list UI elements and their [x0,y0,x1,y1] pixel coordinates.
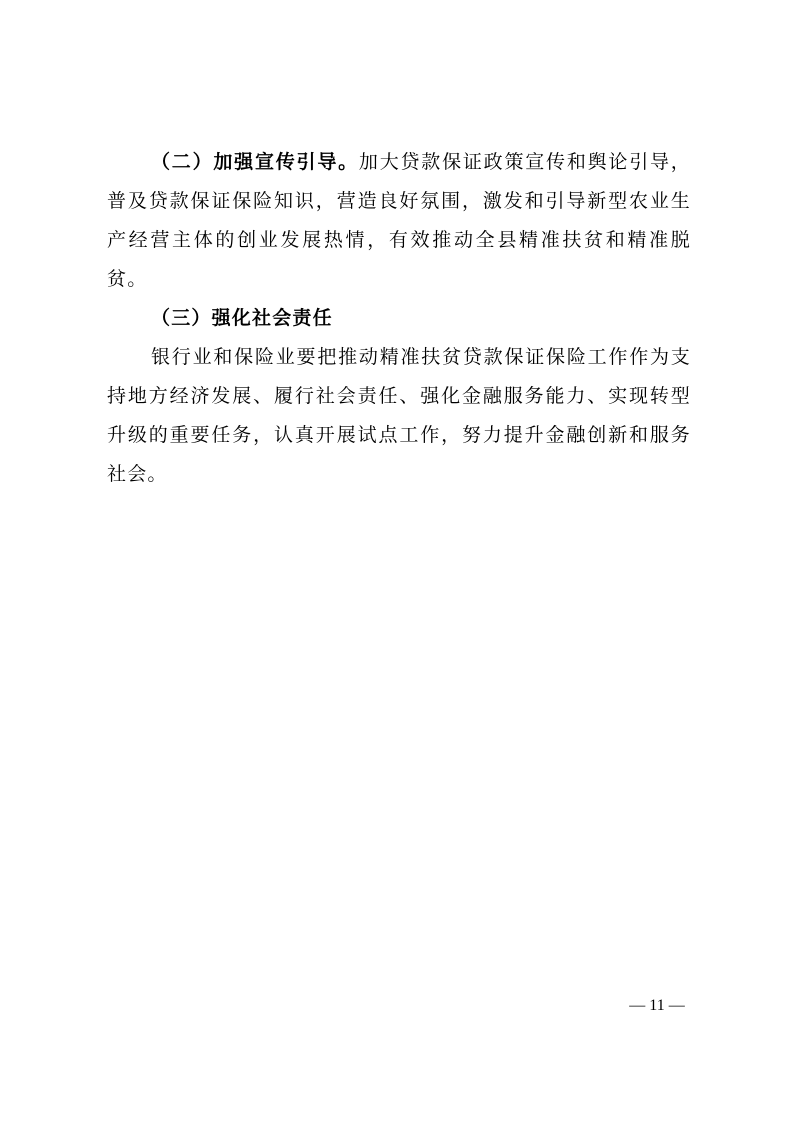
section-2-heading: （二）加强宣传引导。 [151,151,359,173]
section-2-paragraph [107,143,691,299]
page-content [107,143,691,494]
section-3-body: 银行业和保险业要把推动精准扶贫贷款保证保险工作作为支持地方经济发展、履行社会责任、强化金融服务能力、实现转型升级的重要任务，认真开展试点工作，努力提升金融创新和服务社会。 [107,346,691,485]
page-number: — 11 — [629,997,685,1014]
section-2-body: 加大贷款保证政策宣传和舆论引导，普及贷款保证保险知识，营造良好氛围，激发和引导新型农业生产经营主体的创业发展热情，有效推动全县精准扶贫和精准脱贫。 [107,151,691,290]
section-3-heading: （三）强化社会责任 [151,307,333,329]
